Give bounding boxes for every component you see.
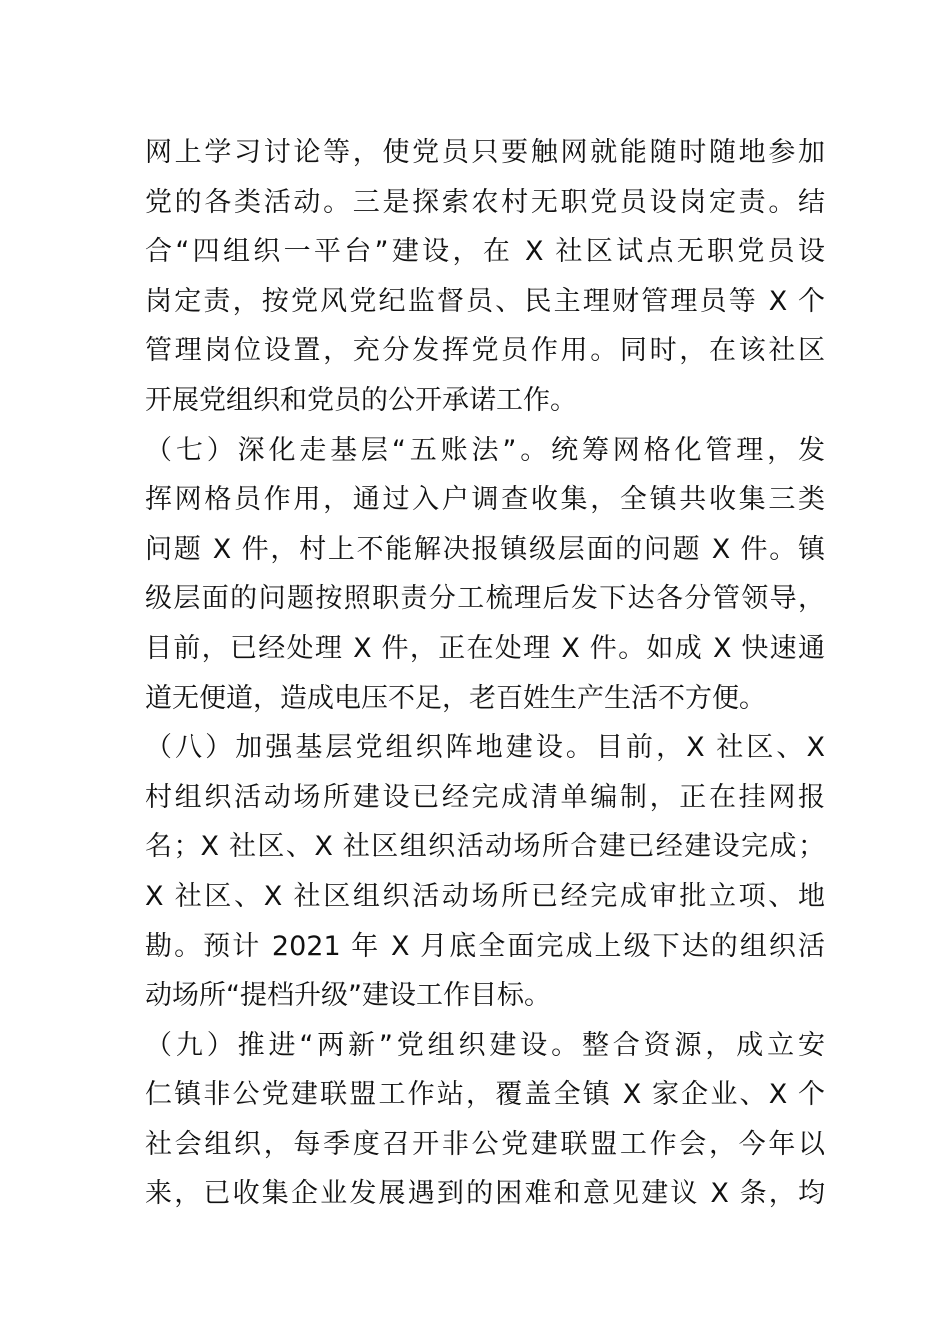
text-line: 级层面的问题按照职责分工梳理后发下达各分管领导， bbox=[145, 583, 825, 615]
text-line: X 社区、X 社区组织活动场所已经完成审批立项、地 bbox=[145, 880, 825, 912]
text-line: 动场所“提档升级”建设工作目标。 bbox=[145, 980, 551, 1012]
text-line: 挥网格员作用，通过入户调查收集，全镇共收集三类 bbox=[145, 484, 825, 516]
text-line: （八）加强基层党组织阵地建设。目前，X 社区、X bbox=[145, 732, 825, 764]
text-line: 问题 X 件，村上不能解决报镇级层面的问题 X 件。镇 bbox=[145, 533, 825, 565]
text-line: 村组织活动场所建设已经完成清单编制，正在挂网报 bbox=[145, 781, 825, 813]
text-line: 网上学习讨论等，使党员只要触网就能随时随地参加 bbox=[145, 137, 825, 168]
document-body bbox=[145, 128, 825, 1219]
text-line: 道无便道，造成电压不足，老百姓生产生活不方便。 bbox=[145, 682, 766, 714]
text-line: （九）推进“两新”党组织建设。整合资源，成立安 bbox=[145, 1029, 825, 1061]
text-line: 来，已收集企业发展遇到的困难和意见建议 X 条，均 bbox=[145, 1178, 825, 1210]
text-line: 岗定责，按党风党纪监督员、民主理财管理员等 X 个 bbox=[145, 285, 825, 317]
text-line: 目前，已经处理 X 件，正在处理 X 件。如成 X 快速通 bbox=[145, 632, 825, 664]
text-line: 开展党组织和党员的公开承诺工作。 bbox=[145, 384, 577, 416]
text-line: 名；X 社区、X 社区组织活动场所合建已经建设完成； bbox=[145, 831, 825, 863]
text-line: 社会组织，每季度召开非公党建联盟工作会，今年以 bbox=[145, 1128, 825, 1160]
text-line: 管理岗位设置，充分发挥党员作用。同时，在该社区 bbox=[145, 335, 825, 367]
text-line: 合“四组织一平台”建设，在 X 社区试点无职党员设 bbox=[145, 236, 825, 268]
text-line: 勘。预计 2021 年 X 月底全面完成上级下达的组织活 bbox=[145, 930, 825, 962]
text-line: 仁镇非公党建联盟工作站，覆盖全镇 X 家企业、X 个 bbox=[145, 1079, 825, 1111]
text-line: （七）深化走基层“五账法”。统筹网格化管理，发 bbox=[145, 434, 825, 466]
text-line: 党的各类活动。三是探索农村无职党员设岗定责。结 bbox=[145, 186, 825, 218]
